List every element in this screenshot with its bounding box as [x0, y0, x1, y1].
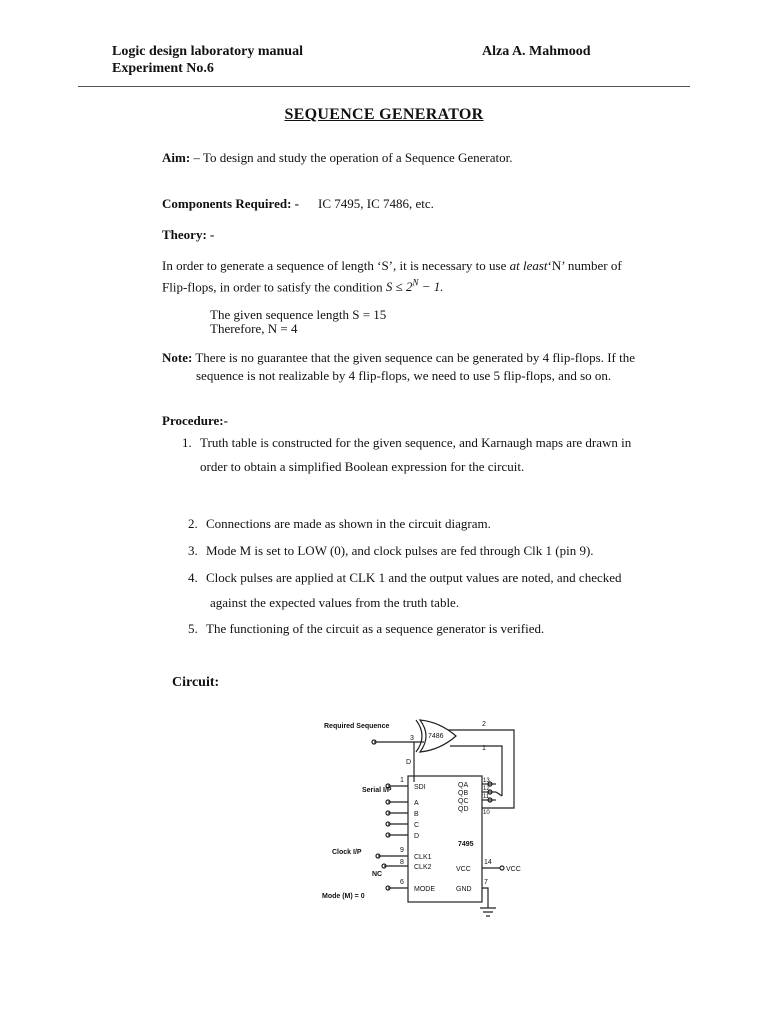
- procedure-step: [188, 570, 622, 586]
- mode-label: Mode (M) = 0: [322, 893, 365, 900]
- step-number: 3.: [188, 543, 198, 558]
- aim-text: – To design and study the operation of a Sequence Generator.: [190, 150, 513, 165]
- condition-exponent: N: [412, 278, 419, 288]
- procedure-step: [182, 435, 631, 451]
- condition-lhs: S ≤ 2: [385, 279, 413, 295]
- header-author: Alza A. Mahmood: [482, 44, 591, 59]
- pin-qd-label: QD: [458, 806, 469, 813]
- ic-7495-body: [408, 776, 482, 902]
- step-text: Connections are made as shown in the circuit diagram.: [206, 516, 491, 531]
- qc-pin-number: 11: [483, 794, 490, 800]
- theory-line-2: [162, 274, 444, 296]
- xor-input-pin-a: 2: [482, 721, 486, 728]
- note-text-1: There is no guarantee that the given sequence can be generated by 4 flip-flops. If the: [192, 350, 635, 365]
- clock-input-label: Clock I/P: [332, 849, 362, 856]
- theory-line-1-emphasis: at least: [509, 258, 548, 273]
- vcc-pin-number: 14: [484, 859, 492, 866]
- aim-paragraph: [162, 149, 513, 167]
- pin-clk1-label: CLK1: [414, 854, 432, 861]
- components-label: Components Required: -: [162, 196, 299, 211]
- condition-rhs: − 1.: [418, 279, 444, 295]
- pin-qc-label: QC: [458, 798, 469, 805]
- pin-gnd-label: GND: [456, 886, 472, 893]
- therefore-n: Therefore, N = 4: [210, 321, 298, 336]
- pin-b-label: B: [414, 811, 419, 818]
- qd-pin-number: 10: [483, 810, 490, 816]
- shift-ic-label: 7495: [458, 841, 474, 848]
- pin-d-label: D: [414, 833, 420, 840]
- qa-pin-number: 13: [483, 778, 490, 784]
- page-title: SEQUENCE GENERATOR: [284, 106, 484, 123]
- procedure-step: [188, 621, 544, 637]
- procedure-step-continuation: against the expected values from the truth table.: [210, 595, 460, 610]
- condition-formula: [386, 279, 444, 294]
- step-text: The functioning of the circuit as a sequence generator is verified.: [206, 621, 545, 636]
- procedure-label: Procedure:-: [162, 413, 228, 428]
- theory-line-1-post: ‘N’ number of: [547, 258, 622, 273]
- step-number: 1.: [182, 435, 192, 450]
- sdi-pin-number: 1: [400, 777, 404, 784]
- theory-line-2-pre: Flip-flops, in order to satisfy the condition: [162, 279, 386, 295]
- pin-sdi-label: SDI: [414, 784, 426, 791]
- header-divider: [78, 86, 690, 87]
- circuit-diagram: [318, 712, 524, 932]
- note-line-1: [162, 349, 635, 367]
- procedure-step: [188, 516, 491, 532]
- xor-ic-label: 7486: [428, 733, 444, 740]
- qb-pin-number: 12: [483, 786, 490, 792]
- theory-label: Theory: -: [162, 227, 215, 242]
- theory-line-1: [162, 257, 622, 275]
- step-text: Truth table is constructed for the given sequence, and Karnaugh maps are drawn in: [200, 435, 632, 450]
- circuit-label: Circuit:: [172, 675, 220, 690]
- clk-pin-number: 9: [400, 847, 404, 854]
- required-sequence-label: Required Sequence: [324, 723, 390, 730]
- pin-mode-label: MODE: [414, 886, 435, 893]
- ground-symbol: [480, 908, 496, 916]
- pin-vcc-label: VCC: [456, 866, 471, 873]
- gnd-pin-number: 7: [484, 879, 488, 886]
- pin-c-label: C: [414, 822, 420, 829]
- step-text: Mode M is set to LOW (0), and clock pulses are fed through Clk 1 (pin 9).: [206, 543, 594, 558]
- procedure-step: [188, 543, 594, 559]
- header-manual-title: Logic design laboratory manual: [112, 44, 303, 59]
- note-label: Note:: [162, 350, 193, 365]
- aim-label: Aim:: [162, 150, 191, 165]
- pin-qb-label: QB: [458, 790, 469, 797]
- header-experiment-number: Experiment No.6: [112, 61, 214, 76]
- pin-clk2-label: CLK2: [414, 864, 432, 871]
- pin-a-label: A: [414, 800, 419, 807]
- d-wire-label: D: [406, 759, 412, 766]
- nc-label: NC: [372, 871, 383, 878]
- step-number: 2.: [188, 516, 198, 531]
- step-text: Clock pulses are applied at CLK 1 and the output values are noted, and checked: [206, 570, 622, 585]
- serial-input-label: Serial I/P: [362, 787, 392, 794]
- gnd-wire: [482, 888, 488, 908]
- vcc-terminal: [500, 866, 504, 870]
- given-sequence-length: The given sequence length S = 15: [210, 307, 387, 322]
- feedback-wire-2: [448, 730, 514, 788]
- pin-qa-label: QA: [458, 782, 469, 789]
- xor-gate-back-curve: [416, 720, 422, 752]
- theory-line-1-pre: In order to generate a sequence of length ‘S’, it is necessary to use: [162, 258, 510, 273]
- procedure-step-continuation: order to obtain a simplified Boolean expression for the circuit.: [200, 459, 525, 474]
- xor-input-pin-b: 1: [482, 745, 486, 752]
- step-number: 5.: [188, 621, 198, 636]
- mode-pin-number: 6: [400, 879, 404, 886]
- components-text: IC 7495, IC 7486, etc.: [318, 196, 434, 211]
- xor-output-pin: 3: [410, 735, 414, 742]
- clk2-pin-number: 8: [400, 859, 404, 866]
- step-number: 4.: [188, 570, 198, 585]
- note-line-2: sequence is not realizable by 4 flip-flops, we need to use 5 flip-flops, and so on.: [196, 368, 612, 383]
- vcc-output-label: VCC: [506, 866, 521, 873]
- qb-feedback-link: [496, 792, 502, 796]
